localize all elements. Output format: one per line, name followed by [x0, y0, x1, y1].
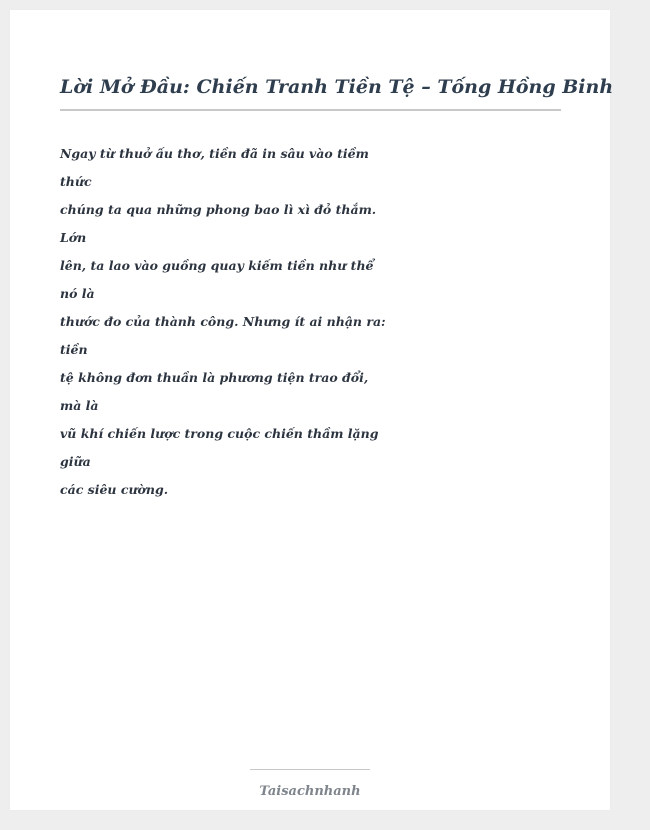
body-line: thước đo của thành công. Nhưng ít ai nhận ra: — [60, 314, 386, 329]
body-line: lên, ta lao vào guồng quay kiếm tiền như thể — [60, 258, 374, 273]
body-line: tệ không đơn thuần là phương tiện trao đổi, — [60, 370, 369, 385]
body-text — [60, 140, 390, 504]
body-line: nó là — [60, 286, 95, 301]
footer-divider — [250, 769, 370, 770]
body-line: Ngay từ thuở ấu thơ, tiền đã in sâu vào tiềm — [60, 146, 369, 161]
body-line: Lớn — [60, 230, 87, 245]
body-line: thức — [60, 174, 92, 189]
body-line: tiền — [60, 342, 88, 357]
footer-source: Taisachnhanh — [259, 784, 361, 799]
document-page — [10, 10, 614, 810]
body-line: các siêu cường. — [60, 482, 169, 497]
body-line: giữa — [60, 454, 91, 469]
title-divider — [60, 109, 561, 111]
page-title: Lời Mở Đầu: Chiến Tranh Tiền Tệ – Tống Hồng Binh — [60, 76, 614, 98]
body-line: mà là — [60, 398, 99, 413]
body-line: vũ khí chiến lược trong cuộc chiến thầm lặng — [60, 426, 379, 441]
body-line: chúng ta qua những phong bao lì xì đỏ thắm. — [60, 202, 377, 217]
